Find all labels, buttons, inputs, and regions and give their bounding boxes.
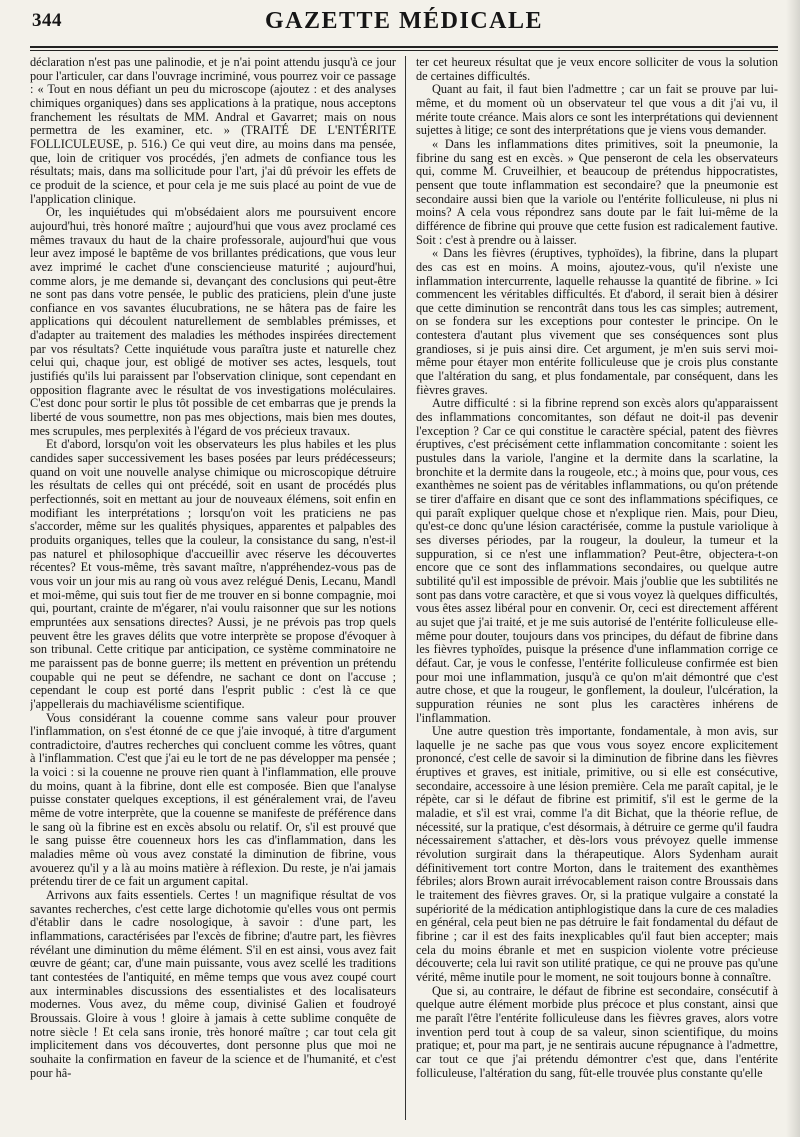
paragraph: Vous considérant la couenne comme sans valeur pour prouver l'inflammation, on s'est étonné de ce que j'aie invoqué, à titre d'argument contradictoire, d'autres recherches qui concluent comme les vôtres, quant à l'inflammation. C'est que j'ai eu le tort de ne pas développer ma pensée ; la voici : si la couenne ne prouve rien quant à l'inflammation, elle prouve du moins, quant à la fibrine, dont elle est composée. Bien que l'analyse puisse constater quelques exceptions, il est généralement vrai, de l'aveu même de votre interprète, que la couenne se manifeste de préférence dans le sang où la fibrine est en excès absolu ou relatif. Or, s'il est prouvé que le sang puisse être couenneux hors les cas d'inflammation, dans les maladies même où vous avez constaté la diminution de fibrine, vous avouerez qu'il y a là au moins matière à réflexion. Du reste, je n'ai jamais prétendu tirer de ce fait un argument capital. [30, 710, 396, 889]
paragraph: Or, les inquiétudes qui m'obsédaient alors me poursuivent encore aujourd'hui, très honoré maître ; aujourd'hui que vous avez proclamé ces mêmes travaux du haut de la chaire professorale, aujourd'hui que vous leur avez imposé le baptême de vos brillantes prédications, que vous leur avez imprimé le cachet d'une consciencieuse maturité ; aujourd'hui, comme alors, je me demande si, devançant des conclusions qui peut-être ne sont pas dans votre pensée, le public des praticiens, plein d'une juste confiance en vos savantes élucubrations, ne se hâtera pas de faire les applications qui découlent naturellement de semblables prémisses, et d'adapter au traitement des maladies les méthodes inspirées directement par vos résultats? Cette inquiétude vous paraîtra juste et naturelle chez celui qui, chaque jour, est obligé de motiver ses actes, lesquels, tout justifiés qu'ils lui paraissent par l'observation clinique, sont cependant en opposition flagrante avec le résultat de vos investigations moléculaires. C'est donc pour sortir le plus tôt possible de cet embarras que je prends la liberté de vous soumettre, non pas mes objections, mais bien mes doutes, mes scrupules, mes perplexités à l'égard de vos précieux travaux. [30, 205, 396, 438]
paragraph: déclaration n'est pas une palinodie, et je n'ai point attendu jusqu'à ce jour pour l'articuler, car dans l'ouvrage incriminé, vous pourrez voir ce passage : « Tout en nous défiant un peu du microscope (ajoutez : et des analyses chimiques organiques) dans ses applications à la pratique, nous acceptons franchement les résultats de MM. Andral et Gavarret; mais on nous permettra de les examiner, etc. » (TRAITÉ DE L'ENTÉRITE FOLLICULEUSE, p. 516.) Ce qui veut dire, au moins dans ma pensée, que, loin de critiquer vos procédés, j'en admets de confiance tous les résultats; mais, dans ma sollicitude pour l'art, j'ai dû prévoir les effets de ce produit de la science, et pour cela je me suis placé au point de vue de l'application clinique. [30, 56, 396, 206]
paragraph: Que si, au contraire, le défaut de fibrine est secondaire, consécutif à quelque autre élément morbide plus précoce et plus constant, ainsi que me paraît l'être l'entérite folliculeuse dans les fièvres graves, alors votre invention perd tout à coup de sa valeur, sinon scientifique, du moins pratique; et, pour ma part, je ne sentirais aucune répugnance à l'admettre, car tout ce que j'ai prétendu démontrer c'est que, dans l'entérite folliculeuse, l'altération du sang, fût-elle trouvée plus constante qu'elle [416, 983, 778, 1080]
paragraph: Quant au fait, il faut bien l'admettre ; car un fait se prouve par lui-même, et du moment où un observateur tel que vous a dit j'ai vu, il mérite toute créance. Mais alors ce sont les interprétations qui deviennent sujettes à litige; ce sont des interprétations que je viens vous demander. [416, 82, 778, 138]
right-column [416, 56, 778, 1128]
header-rule [30, 46, 778, 48]
paragraph: Arrivons aux faits essentiels. Certes ! un magnifique résultat de vos savantes recherches, c'est cette large dichotomie qu'elles vous ont permis d'établir dans le cadre nosologique, à savoir : d'une part, les inflammations, caractérisées par l'excès de fibrine; d'autre part, les fièvres révélant une diminution du même élément. S'il en est ainsi, vous avez fait œuvre de géant; car, d'une main puissante, vous avez scellé les traditions tant contestées de l'antiquité, en même temps que vous avez coupé court aux interminables discussions des essentialistes et des localisateurs modernes. Vous avez, du même coup, divinisé Galien et foudroyé Broussais. Gloire à vous ! gloire à jamais à cette sublime conquête de notre siècle ! Et cela sans ironie, très honoré maître ; car tout cela git implicitement dans vos découvertes, dont personne plus que moi ne souhaite la confirmation en faveur de la science et de l'humanité, et c'est pour hâ- [30, 888, 396, 1080]
column-divider [405, 56, 406, 1120]
paragraph: Et d'abord, lorsqu'on voit les observateurs les plus habiles et les plus candides saper successivement les bases posées par leurs prédécesseurs; quand on voit une nouvelle analyse chimique ou microscopique détruire les résultats de celles qui ont précédé, soit en usant de procédés plus perfectionnés, soit en mettant au jour de nouveaux élémens, soit enfin en modifiant les interprétations ; lorsqu'on voit les praticiens ne pas s'accorder, même sur les qualités physiques, apparentes et palpables des produits organiques, telles que la couleur, la consistance du sang, n'est-il pas naturel et philosophique d'accueillir avec réserve les découvertes récentes? Et vous-même, très savant maître, n'appréhendez-vous pas de vous voir un jour mis au rang où vous avez relégué Denis, Lecanu, Mandl et moi-même, qui suis tout fier de me trouver en si bonne compagnie, moi qui, pourtant, crainte de m'égarer, n'ai voulu raisonner que sur les notions empruntées aux sensations directes? Aussi, je ne prévois pas trop quels peuvent être les graves délits que votre interprète se propose d'évoquer à son tribunal. Cette critique par anticipation, ce système comminatoire ne me paraissent pas de bonne guerre; ils mettent en prévention un prétendu coupable qui ne peut se défendre, ne sachant ce dont on l'accuse ; cependant le coup est porté dans l'esprit public : c'est là ce que j'appellerais du machiavélisme scientifique. [30, 437, 396, 711]
paragraph: Une autre question très importante, fondamentale, à mon avis, sur laquelle je ne sache pas que vous vous soyez encore explicitement prononcé, c'est celle de savoir si la diminution de fibrine dans les fièvres éruptives et graves, est initiale, primitive, ou si elle est consécutive, secondaire, accessoire à une lésion première. Cela me paraît capital, je le répète, car si le défaut de fibrine est primitif, s'il est le germe de la maladie, et s'il est vrai, comme l'a dit Bichat, que la théorie reflue, de nécessité, sur la pratique, c'est désormais, à détruire ce germe qu'il faudra nécessairement s'attacher, et dès-lors vous prévoyez quelle immense révolution surgirait dans la thérapeutique. Alors Sydenham aurait définitivement tort contre Morton, dans le traitement des exanthèmes fébriles; alors Brown aurait irrévocablement raison contre Broussais dans le traitement des fièvres graves. Or, si la pratique vulgaire a constaté la supériorité de la médication antiphlogistique dans la cure de ces maladies en général, cela peut bien ne pas détruire le fait fondamental du défaut de fibrine ; car il est des faits inexplicables qu'il faut bien accepter; mais cela du moins ébranle et met en suspicion violente votre précieuse découverte; cela lui ravit son utilité pratique, ce qui ne prouve pas qu'une vérité, même inutile pour le moment, ne soit toujours bonne à connaître. [416, 724, 778, 984]
page-header [30, 6, 778, 46]
running-title: GAZETTE MÉDICALE [264, 8, 544, 34]
paragraph: ter cet heureux résultat que je veux encore solliciter de vous la solution de certaines difficultés. [416, 56, 778, 83]
page-edge-shadow [786, 0, 800, 1137]
header-rule-thin [30, 50, 778, 51]
page-number: 344 [32, 10, 62, 31]
paragraph: Autre difficulté : si la fibrine reprend son excès alors qu'apparaissent des inflammations concomitantes, son défaut ne doit-il pas devenir l'exception ? Car ce qui constitue le caractère spécial, patent des fièvres éruptives, c'est précisément cette inflammation concomitante : soient les pustules dans la variole, l'angine et la dermite dans la scarlatine, la bronchite et la dermite dans la rougeole, etc.; à moins que, pour vous, ces exanthèmes ne soient pas de véritables inflammations, ou qu'on prétende se tirer d'affaire en disant que ce sont des inflammations spécifiques, ce qui paraît expliquer quelque chose et n'explique rien. Mais, pour Dieu, qu'est-ce donc qu'une lésion caractérisée, comme la pustule variolique à ses diverses périodes, par la rougeur, la douleur, la tumeur et la suppuration, si ce n'est une inflammation? Peut-être, objectera-t-on encore que ce sont des inflammations secondaires, ou quelque autre subtilité qu'il est impossible de prévoir. Mais j'oublie que les subtilités ne sont pas dans votre caractère, et que si vous voyez là quelques difficultés, vous êtes assez libéral pour en convenir. Or, ceci est directement afférent au sujet que j'ai traité, et je me suis autorisé de l'entérite folliculeuse elle-même pour douter, toujours dans vos principes, du défaut de fibrine dans les fièvres typhoïdes, puisque la présence d'une inflammation corrige ce défaut. Car, je vous le confesse, l'entérite folliculeuse confirmée est bien pour moi une inflammation, jusqu'à ce qu'on m'ait démontré que c'est autre chose, et que la rougeur, le gonflement, la douleur, l'ulcération, la suppuration réunies ne sont plus les caractères inhérens de l'inflammation. [416, 396, 778, 725]
left-column [30, 56, 396, 1128]
paragraph: « Dans les fièvres (éruptives, typhoïdes), la fibrine, dans la plupart des cas est en moins. A moins, ajoutez-vous, qu'il n'existe une inflammation intercurrente, laquelle rehausse la quantité de fibrine. » Ici commencent les véritables difficultés. Et d'abord, il serait bien à désirer que cette diminution se rencontrât dans tous les cas simples; autrement, on se fondera sur les exceptions pour contester le principe. On le contestera d'autant plus vivement que ses conséquences sont plus grandioses, si je puis ainsi dire. Cet argument, je m'en suis servi moi-même pour étayer mon entérite folliculeuse que je crois plus constante que l'altération du sang, et plus fondamentale, par conséquent, dans les fièvres graves. [416, 246, 778, 397]
paragraph: « Dans les inflammations dites primitives, soit la pneumonie, la fibrine du sang est en excès. » Que penseront de cela les observateurs qui, comme M. Cruveilhier, et beaucoup de prétendus hippocratistes, pensent que toute inflammation est secondaire? que la pneumonie est secondaire aussi bien que la variole ou l'entérite folliculeuse, ni plus ni moins? A cela vous répondrez sans doute par le fait lui-même de la différence de fibrine qui prouve que cette fusion est radicalement fautive. Soit : c'est à prendre ou à laisser. [416, 136, 778, 247]
